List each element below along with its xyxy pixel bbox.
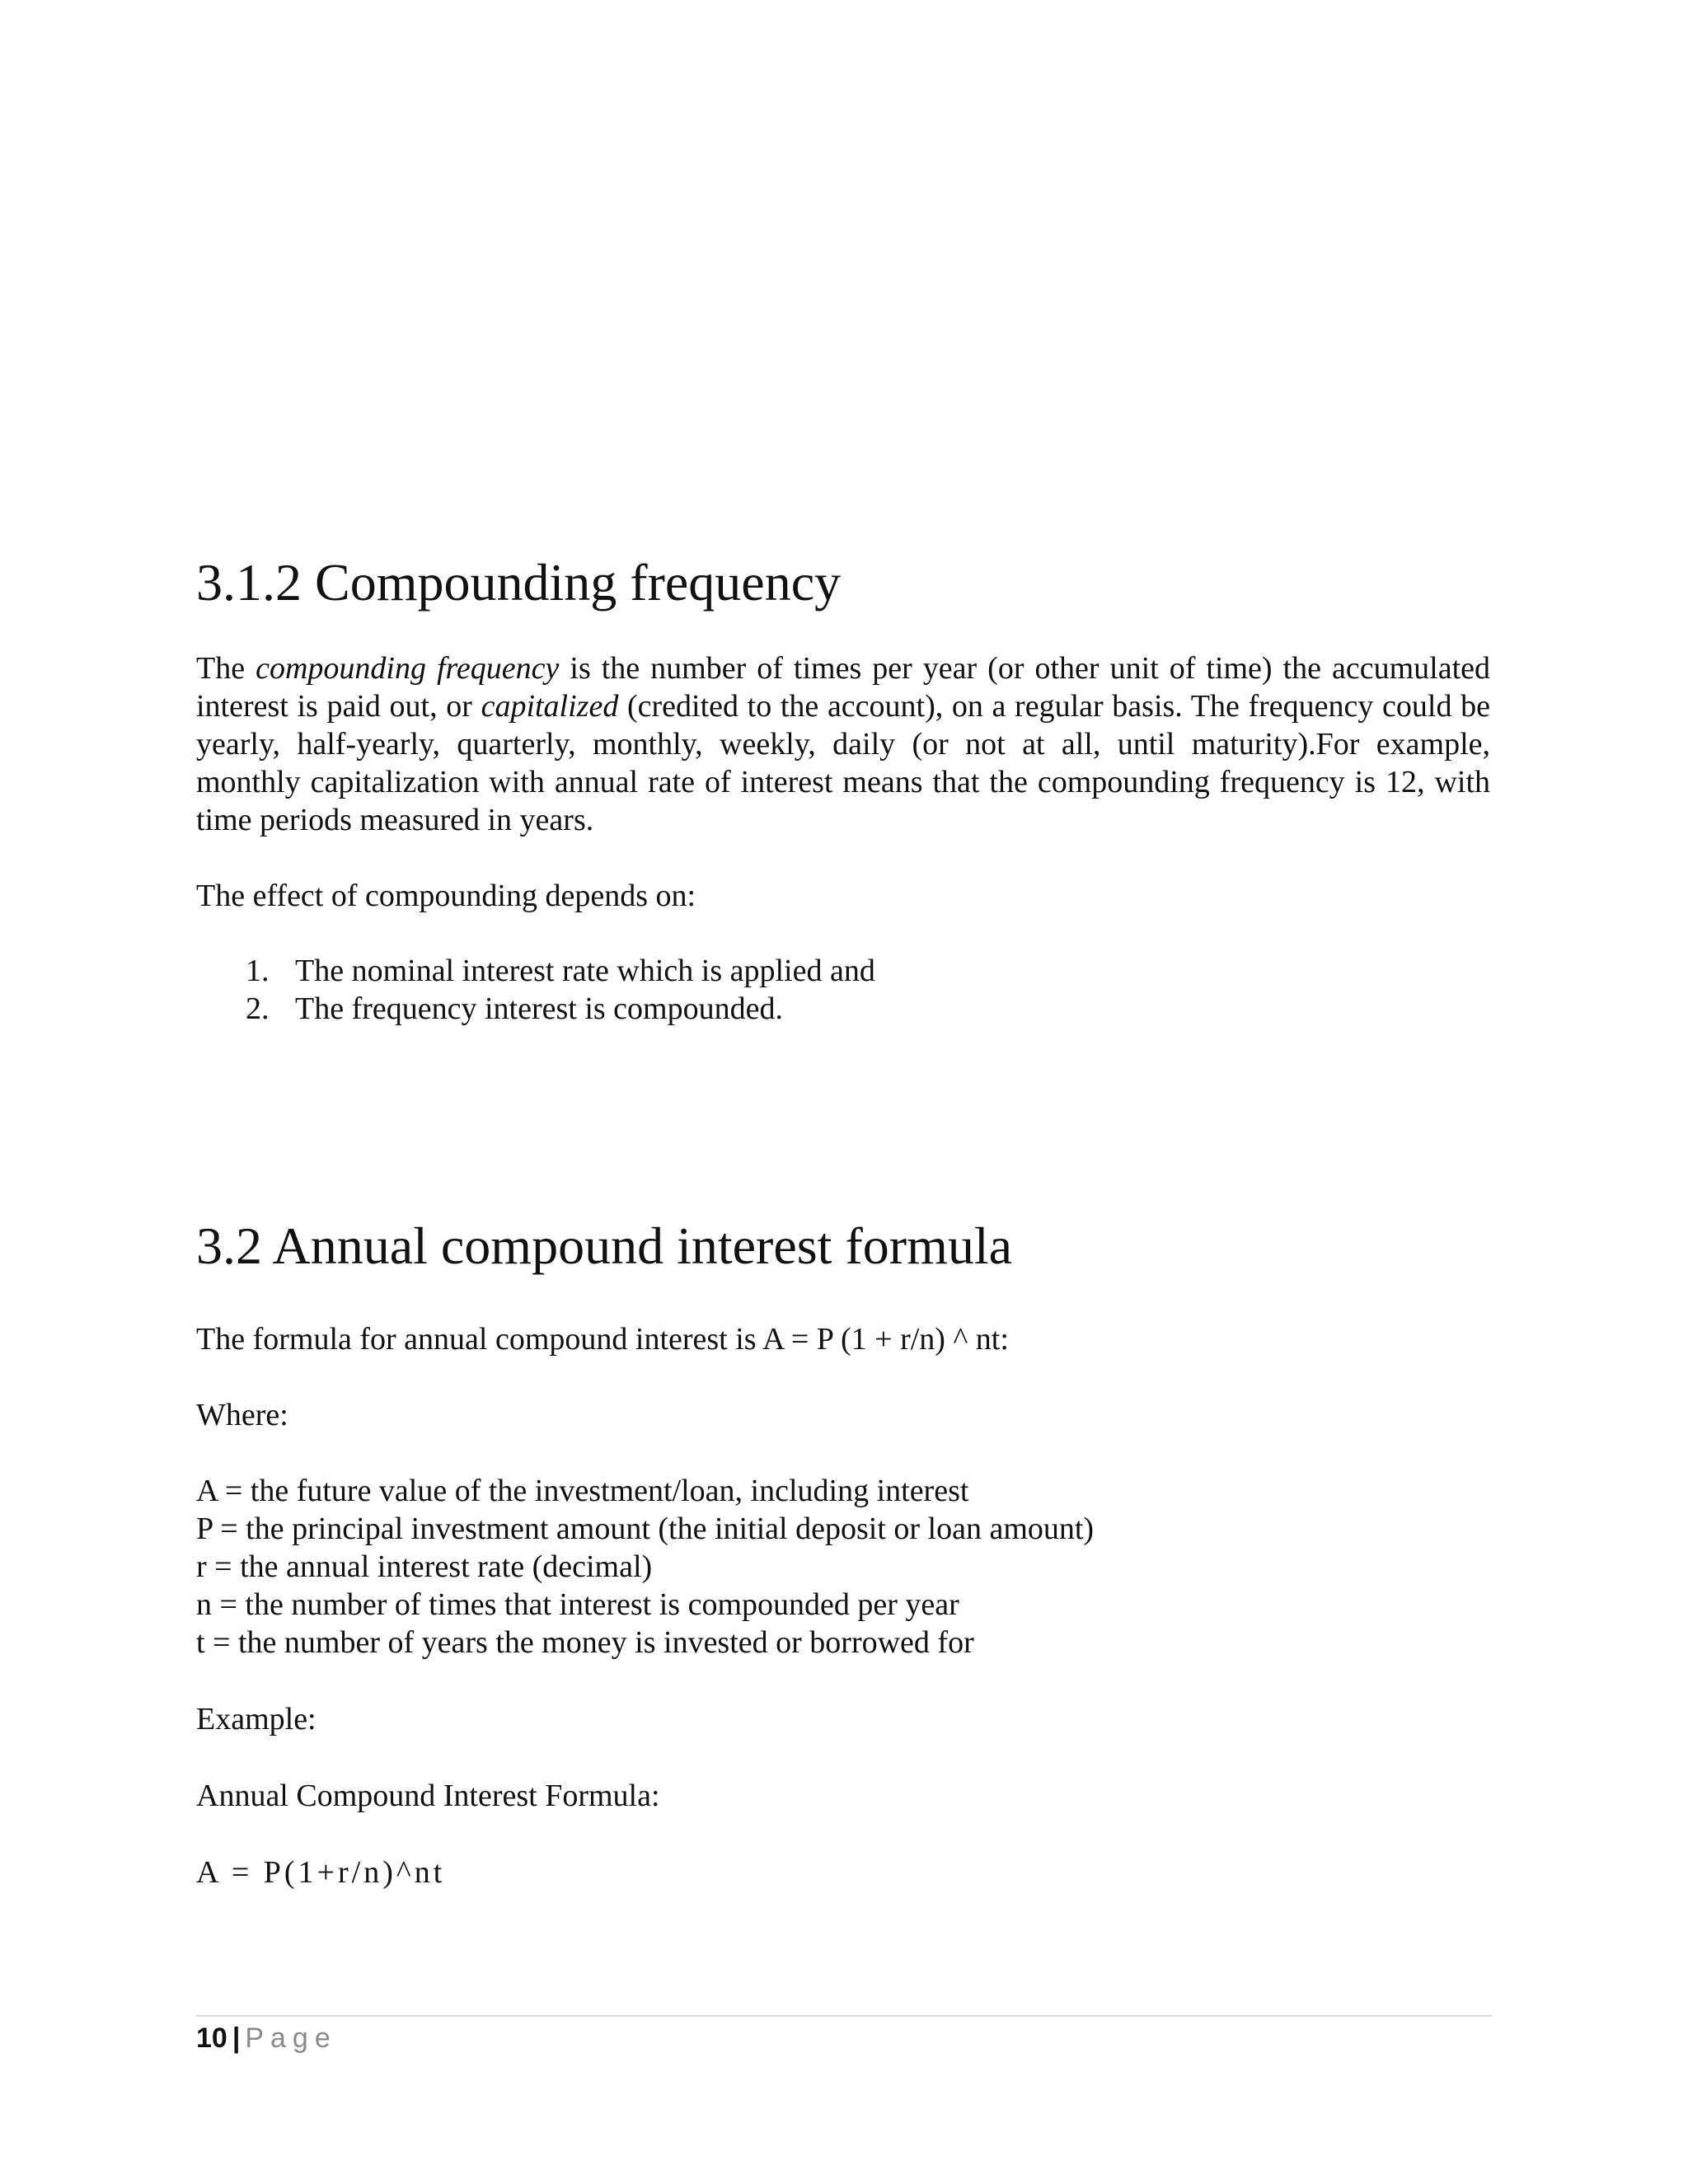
page-label: Page: [245, 2022, 337, 2054]
definition-line: A = the future value of the investment/loan, including interest: [196, 1474, 969, 1508]
footer-divider: [196, 2015, 1492, 2017]
list-number: 1.: [246, 954, 270, 988]
formula-display: A = P(1+r/n)^nt: [196, 1855, 446, 1890]
definition-line: r = the annual interest rate (decimal): [196, 1549, 653, 1584]
page-number: 10: [196, 2022, 227, 2054]
section-heading-compounding-frequency: 3.1.2 Compounding frequency: [196, 553, 842, 612]
where-label: Where:: [196, 1398, 288, 1432]
section-heading-annual-compound-interest: 3.2 Annual compound interest formula: [196, 1216, 1013, 1275]
definition-line: P = the principal investment amount (the initial deposit or loan amount): [196, 1511, 1095, 1546]
emphasis-capitalized: capitalized: [481, 689, 619, 724]
formula-title: Annual Compound Interest Formula:: [196, 1779, 660, 1813]
page-footer: [196, 2019, 337, 2057]
paragraph-text: (credited to the account), on a regular basis. The frequency could be yearly, half-yearly, quarterly, monthly, weekly, daily (or not at all, until maturity).For example, monthly capitalization with annual rate of interest means that the compounding frequency is 12, with time periods measured in years.: [196, 689, 1490, 837]
footer-separator: |: [232, 2022, 241, 2054]
list-number: 2.: [246, 991, 270, 1026]
effect-intro: The effect of compounding depends on:: [196, 879, 696, 913]
paragraph-text: is the number of times per year (or other unit of time) the accumulated interest is paid out, or: [196, 651, 1490, 724]
compounding-frequency-paragraph: [196, 649, 1490, 839]
definition-line: n = the number of times that interest is compounded per year: [196, 1587, 959, 1622]
emphasis-compounding-frequency: compounding frequency: [256, 651, 560, 686]
list-text: The frequency interest is compounded.: [295, 991, 783, 1026]
formula-intro: The formula for annual compound interest is A = P (1 + r/n) ^ nt:: [196, 1322, 1009, 1357]
list-item: [246, 990, 783, 1028]
definition-line: t = the number of years the money is invested or borrowed for: [196, 1625, 974, 1660]
paragraph-text: The: [196, 651, 256, 686]
list-item: [246, 952, 875, 990]
example-label: Example:: [196, 1702, 316, 1736]
list-text: The nominal interest rate which is applied and: [295, 954, 875, 988]
